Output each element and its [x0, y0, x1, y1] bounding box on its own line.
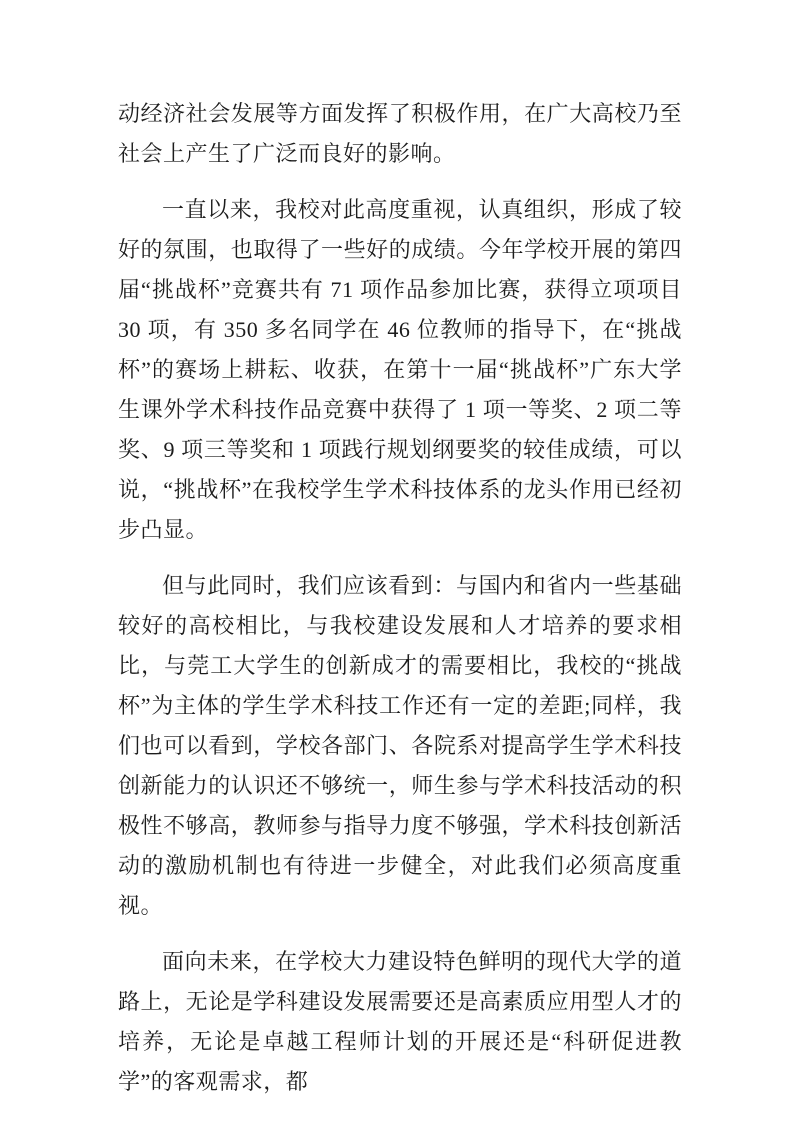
paragraph-shortcomings: 但与此同时，我们应该看到：与国内和省内一些基础较好的高校相比，与我校建设发展和人才培养的要求相比，与莞工大学生的创新成才的需要相比，我校的“挑战杯”为主体的学生学术科技工作还有一定的差距;同样，我们也可以看到，学校各部门、各院系对提高学生学术科技创新能力的认识还不够统一，师生参与学术科技活动的积极性不够高，教师参与指导力度不够强，学术科技创新活动的激励机制也有待进一步健全，对此我们必须高度重视。 — [118, 573, 682, 918]
paragraph-continuation: 动经济社会发展等方面发挥了积极作用，在广大高校乃至社会上产生了广泛而良好的影响。 — [118, 101, 682, 166]
document-body — [118, 94, 682, 1102]
paragraph-future: 面向未来，在学校大力建设特色鲜明的现代大学的道路上，无论是学科建设发展需要还是高素质应用型人才的培养，无论是卓越工程师计划的开展还是“科研促进教学”的客观需求，都 — [118, 949, 682, 1094]
paragraph-achievements: 一直以来，我校对此高度重视，认真组织，形成了较好的氛围，也取得了一些好的成绩。今年学校开展的第四届“挑战杯”竞赛共有 71 项作品参加比赛，获得立项项目 30 项，有 350 多名同学在 46 位教师的指导下，在“挑战杯”的赛场上耕耘、收获，在第十一届“挑战杯”广东大学生课外学术科技作品竞赛中获得了 1 项一等奖、2 项二等奖、9 项三等奖和 1 项践行规划纲要奖的较佳成绩，可以说，“挑战杯”在我校学生学术科技体系的龙头作用已经初步凸显。 — [118, 197, 682, 542]
